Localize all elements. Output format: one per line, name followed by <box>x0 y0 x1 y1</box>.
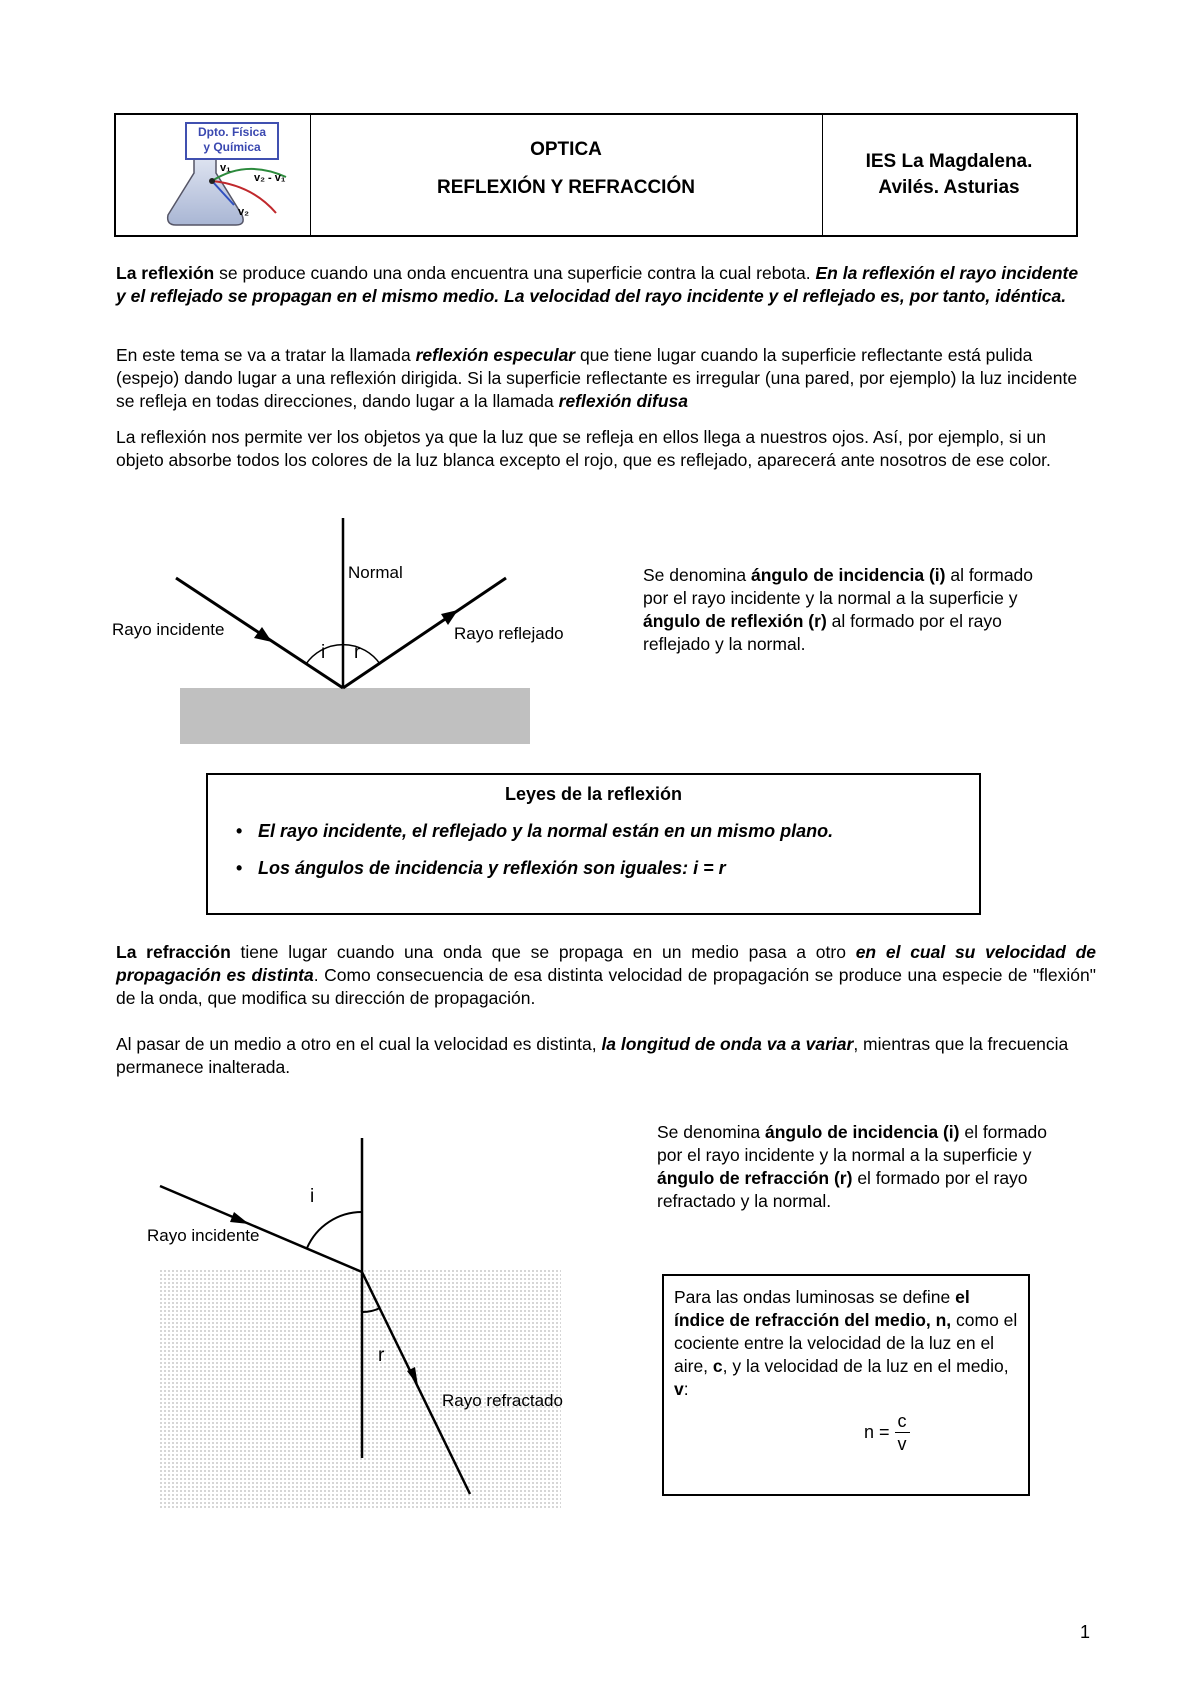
paragraph-refraction-intro: La refracción tiene lugar cuando una onda que se propaga en un medio pasa a otro en el cual su velocidad de propagación es distinta. Como consecuencia de esa distinta velocidad de propagación se produce una especie de "flexión" de la onda, que modifica su dirección de propagación. <box>116 942 1097 1008</box>
label-angle-i: i <box>321 642 326 663</box>
label-incident-ray: Rayo incidente <box>147 1226 260 1245</box>
school-name: IES La Magdalena. <box>865 151 1033 172</box>
paragraph-reflection-intro: La reflexión se produce cuando una onda encuentra una superficie contra la cual rebota. En la reflexión el rayo incidente y el reflejado se propagan en el mismo medio. La velocidad del rayo incidente y el reflejado es, por tanto, idéntica. <box>116 263 1079 306</box>
refraction-index-box <box>662 1274 1030 1496</box>
header-table <box>114 113 1078 237</box>
formula-numerator: c <box>895 1410 910 1433</box>
mirror-surface <box>180 688 530 744</box>
second-medium <box>158 1270 561 1510</box>
label-refracted-ray: Rayo refractado <box>442 1391 563 1410</box>
laws-list <box>208 819 979 880</box>
reflected-arrow <box>441 610 458 625</box>
paragraph-specular: En este tema se va a tratar la llamada reflexión especular que tiene lugar cuando la superficie reflectante está pulida (espejo) dando lugar a una reflexión dirigida. Si la superficie reflectante es irregular (una pared, por ejemplo) la luz incidente se refleja en todas direcciones, dando lugar a la llamada reflexión difusa <box>116 345 1078 411</box>
incident-arrow <box>254 627 272 642</box>
title-cell <box>310 115 823 235</box>
paragraph-wavelength: Al pasar de un medio a otro en el cual la velocidad es distinta, la longitud de onda va a variar, mientras que la frecuencia permanece inalterada. <box>116 1034 1069 1077</box>
refraction-index-formula <box>864 1410 910 1455</box>
page-number: 1 <box>1080 1622 1091 1642</box>
incidence-angle-arc <box>307 1212 362 1248</box>
label-angle-r: r <box>378 1345 385 1366</box>
label-reflected-ray: Rayo reflejado <box>454 624 564 643</box>
formula-denominator: v <box>897 1434 907 1454</box>
svg-text:v₁: v₁ <box>220 162 231 174</box>
law-item: • Los ángulos de incidencia y reflexión son iguales: i = r <box>258 856 979 880</box>
label-angle-r: r <box>354 642 361 663</box>
formula-lhs: n = <box>864 1422 890 1442</box>
page-title: OPTICA <box>530 139 602 160</box>
svg-text:v₂: v₂ <box>238 206 250 218</box>
formula-fraction <box>895 1410 910 1455</box>
refraction-angles-definition: Se denomina ángulo de incidencia (i) el formado por el rayo incidente y la normal a la superficie y ángulo de refracción (r) el formado por el rayo refractado y la normal. <box>657 1122 1048 1211</box>
incident-arrow <box>230 1212 249 1224</box>
logo-text-line1: Dpto. Física <box>197 125 266 139</box>
paragraph-vision: La reflexión nos permite ver los objetos ya que la luz que se refleja en ellos llega a nuestros ojos. Así, por ejemplo, si un objeto absorbe todos los colores de la luz blanca excepto el rojo, que es reflejado, aparecerá ante nosotros de ese color. <box>116 427 1051 470</box>
page-subtitle: REFLEXIÓN Y REFRACCIÓN <box>437 177 695 198</box>
label-incident-ray: Rayo incidente <box>112 620 225 639</box>
reflection-angles-definition: Se denomina ángulo de incidencia (i) al formado por el rayo incidente y la normal a la superficie y ángulo de reflexión (r) al formado por el rayo reflejado y la normal. <box>643 565 1034 654</box>
law-item: • El rayo incidente, el reflejado y la normal están en un mismo plano. <box>258 819 979 843</box>
laws-title: Leyes de la reflexión <box>504 784 683 804</box>
label-normal: Normal <box>348 563 403 582</box>
svg-text:v₂ - v₁: v₂ - v₁ <box>254 172 286 184</box>
school-cell <box>822 115 1076 235</box>
label-angle-i: i <box>310 1186 315 1207</box>
refraction-diagram <box>140 1130 600 1530</box>
reflection-laws-box <box>206 773 981 915</box>
refraction-index-definition: Para las ondas luminosas se define el índice de refracción del medio, n, como el cociente entre la velocidad de la luz en el aire, c, y la velocidad de la luz en el medio, v: <box>674 1287 1018 1399</box>
logo-cell <box>116 115 311 235</box>
school-location: Avilés. Asturias <box>878 177 1020 198</box>
logo-text-line2: y Química <box>203 140 261 154</box>
